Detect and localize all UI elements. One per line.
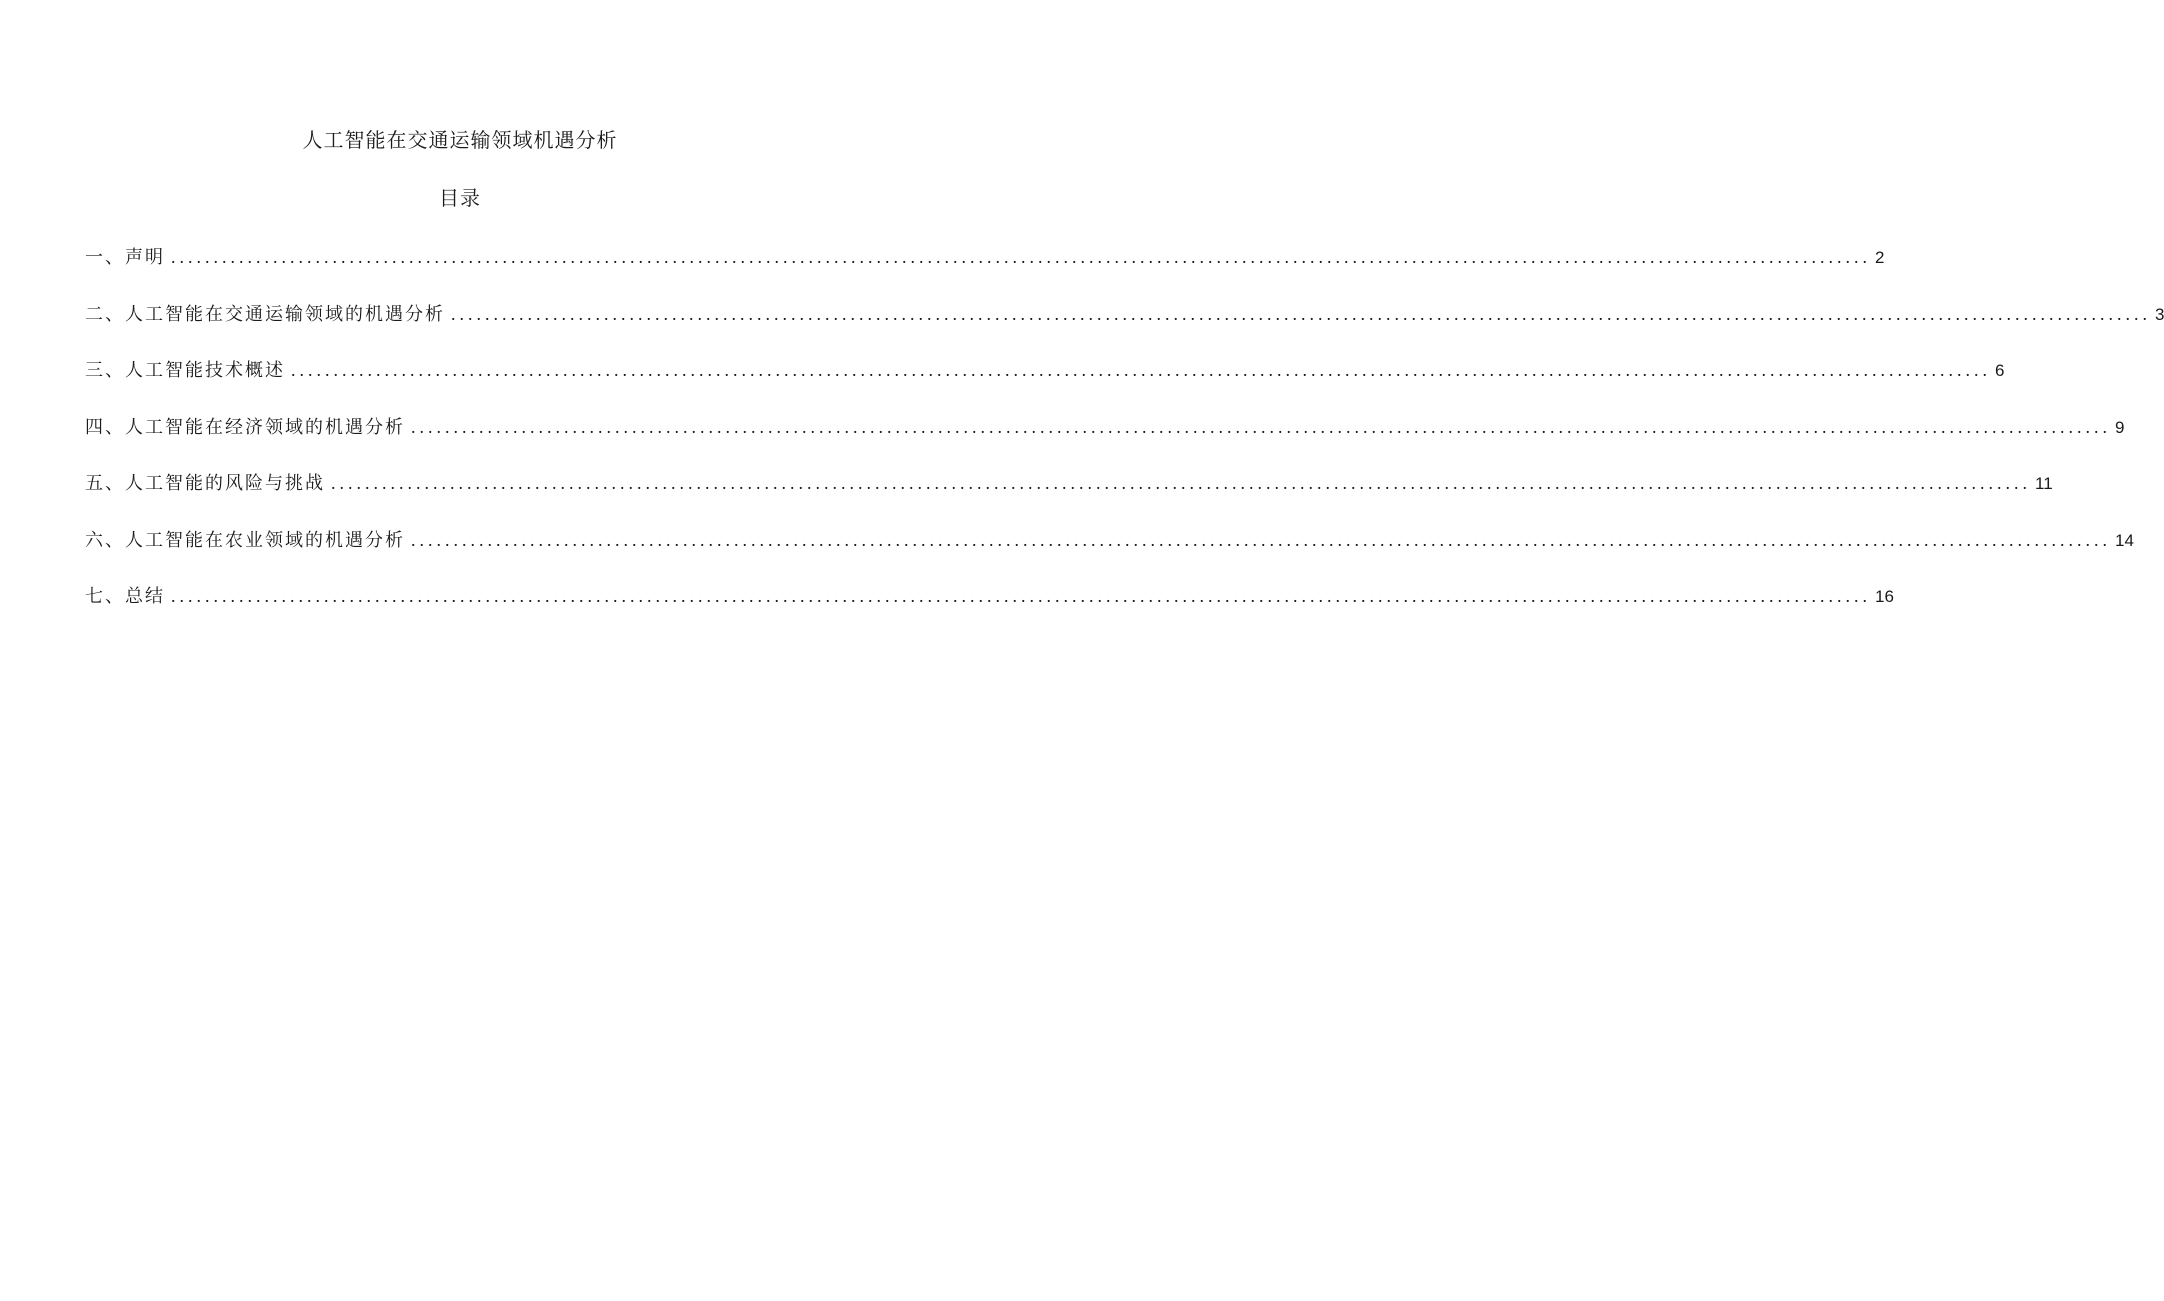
document-title: 人工智能在交通运输领域机遇分析 (302, 128, 618, 152)
toc-page-number: 2 (1875, 248, 1885, 267)
toc-entry-label: 四、人工智能在经济领域的机遇分析 (85, 416, 405, 438)
toc-dot-leader: ........................................................................................................................................................................................................ (451, 303, 2151, 324)
table-of-contents (85, 240, 2164, 636)
toc-entry-label: 一、声明 (85, 247, 165, 268)
toc-entry[interactable] (85, 240, 1885, 297)
toc-dot-leader: ........................................................................................................................................................................................................ (411, 416, 2111, 437)
toc-page-number: 3 (2155, 304, 2164, 324)
toc-entry[interactable] (85, 410, 2125, 467)
toc-dot-leader: ........................................................................................................................................................................................................ (291, 360, 1991, 380)
toc-page-number: 6 (1995, 361, 2005, 380)
toc-entry-label: 二、人工智能在交通运输领域的机遇分析 (85, 303, 445, 325)
toc-page-number: 14 (2115, 530, 2134, 550)
toc-entry[interactable] (85, 579, 1894, 636)
toc-entry[interactable] (85, 523, 2134, 580)
toc-page-number: 9 (2115, 417, 2125, 437)
toc-dot-leader: ........................................................................................................................................................................................................ (411, 529, 2111, 550)
toc-entry-label: 五、人工智能的风险与挑战 (85, 473, 325, 494)
toc-dot-leader: ........................................................................................................................................................................................................ (171, 586, 1871, 606)
toc-page-number: 11 (2035, 474, 2053, 493)
toc-heading: 目录 (439, 186, 481, 210)
toc-page-number: 16 (1875, 587, 1894, 606)
toc-entry[interactable] (85, 353, 2005, 410)
toc-entry[interactable] (85, 297, 2164, 354)
toc-entry-label: 三、人工智能技术概述 (85, 360, 285, 381)
toc-dot-leader: ........................................................................................................................................................................................................ (331, 473, 2031, 493)
toc-dot-leader: ........................................................................................................................................................................................................ (171, 247, 1871, 267)
toc-entry-label: 七、总结 (85, 586, 165, 607)
toc-entry-label: 六、人工智能在农业领域的机遇分析 (85, 529, 405, 551)
toc-entry[interactable] (85, 466, 2053, 523)
